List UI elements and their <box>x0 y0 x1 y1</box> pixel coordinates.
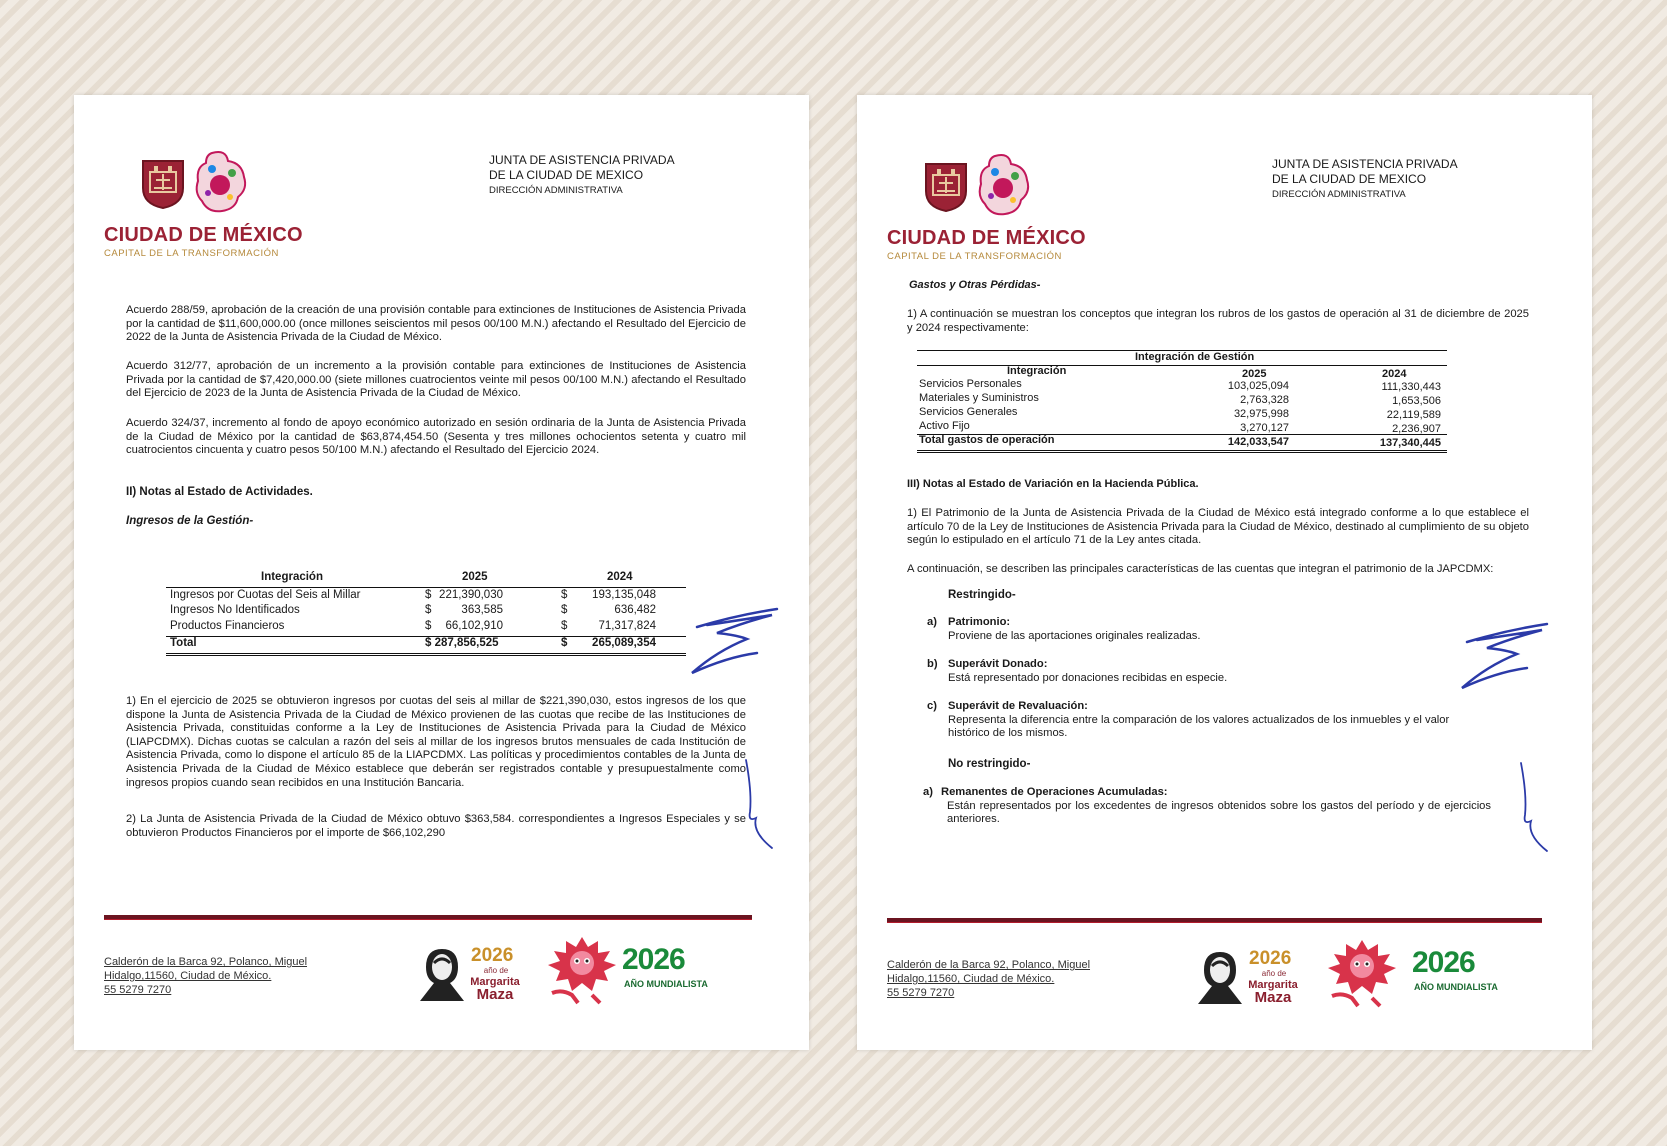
value-2024: 636,482 <box>614 604 656 616</box>
currency-symbol: $ <box>561 604 568 616</box>
logo-margarita-year: 2026 <box>471 945 514 966</box>
note-2-paragraph: 2) La Junta de Asistencia Privada de la Ciudad de México obtuvo $363,584. correspondientes a Ingresos Especiales y se obtuvieron Productos Financieros por el importe de $66,102,290 <box>126 813 746 839</box>
list-item-body <box>941 786 1491 827</box>
total-label: Total <box>170 637 197 649</box>
phone-number: 55 5279 7270 <box>104 984 172 996</box>
table-title-rule <box>917 365 1447 366</box>
item-title: Patrimonio: <box>948 616 1011 628</box>
signature-scribble-icon <box>1457 620 1557 695</box>
logo-margarita-name-2: Maza <box>476 986 514 1003</box>
list-item-body <box>948 700 1488 741</box>
subsection-heading: Ingresos de la Gestión- <box>126 515 254 527</box>
paragraph-acuerdo-324: Acuerdo 324/37, incremento al fondo de apoyo económico autorizado en sesión ordinaria de la Junta de Asistencia Privada de la Ciudad de México por la cantidad de $63,874,454.50 (Sesenta y tres millones ochocientos setenta y cuatro mil cuatrocientos cincuenta y cuatro pesos 50/100 M.N.) afectando el Resultado del Ejercicio 2024. <box>126 417 746 457</box>
row-label: Productos Financieros <box>170 620 285 632</box>
value-2025: 3,270,127 <box>1240 422 1289 434</box>
item-letter: a) <box>923 786 933 798</box>
total-2025: 142,033,547 <box>1227 436 1289 448</box>
restricted-heading: Restringido- <box>948 589 1016 601</box>
city-tagline: CAPITAL DE LA TRANSFORMACIÓN <box>887 251 1062 262</box>
logo-mundial-year <box>622 943 685 977</box>
phone-number: 55 5279 7270 <box>887 987 955 999</box>
cdmx-crest-icon <box>140 158 186 210</box>
row-label: Servicios Personales <box>919 378 1022 390</box>
logo-margarita-small: año de <box>1261 969 1287 978</box>
value-2025: 66,102,910 <box>445 620 503 632</box>
item-letter: a) <box>927 616 937 628</box>
value-2025: 363,585 <box>461 604 503 616</box>
subsection-heading: Gastos y Otras Pérdidas- <box>909 279 1041 291</box>
header-integracion: Integración <box>1007 365 1067 377</box>
cdmx-map-logo-icon <box>975 152 1033 218</box>
currency-symbol: $ <box>425 620 432 632</box>
currency-symbol: $ <box>561 589 568 601</box>
paragraph-acuerdo-312: Acuerdo 312/77, aprobación de un incremento a la provisión contable para extinciones de Instituciones de Asistencia Privada por la cantidad de $7,420,000.00 (siete millones cuatrocientos veinte mil pesos 00/100 M.N.) afectando el Resultado del Ejercicio de 2023 de la Junta de Asistencia Privada de la Ciudad de México. <box>126 360 746 400</box>
item-title: Superávit de Revaluación: <box>948 700 1088 712</box>
paragraph-acuerdo-288: Acuerdo 288/59, aprobación de la creación de una provisión contable para extinciones de Instituciones de Asistencia Privada por la cantidad de $11,600,000.00 (once millones seiscientos mil pesos 00/100 M.N.) afectando el Resultado del Ejercicio de 2022 de la Junta de Asistencia Privada de la Ciudad de México. <box>126 304 746 344</box>
mascot-axolotl-icon <box>1322 936 1402 1008</box>
row-label: Servicios Generales <box>919 406 1018 418</box>
total-label: Total gastos de operación <box>919 434 1055 446</box>
org-line-2: DE LA CIUDAD DE MEXICO <box>1272 172 1427 186</box>
item-desc: Están representados por los excedentes de ingresos obtenidos sobre los gastos del período y de ejercicios anteriores. <box>947 799 1491 826</box>
unrestricted-heading: No restringido- <box>948 758 1031 770</box>
currency-symbol: $ <box>425 604 432 616</box>
initials-signature-icon <box>1517 755 1557 855</box>
mascot-axolotl-icon <box>542 933 622 1005</box>
item-title: Remanentes de Operaciones Acumuladas: <box>941 786 1168 798</box>
list-item <box>923 786 933 800</box>
footer-address <box>887 958 1090 1000</box>
margarita-maza-portrait-icon <box>1190 950 1250 1006</box>
value-2024: 111,330,443 <box>1381 381 1441 393</box>
address-line-2: Hidalgo,11560, Ciudad de México. <box>104 970 272 982</box>
header-2024: 2024 <box>1382 368 1407 380</box>
address-line-1: Calderón de la Barca 92, Polanco, Miguel <box>887 959 1091 971</box>
value-2025: 32,975,998 <box>1233 408 1289 420</box>
header-2025: 2025 <box>1242 368 1267 380</box>
table-total-row <box>166 637 686 656</box>
paragraph-patrimonio: 1) El Patrimonio de la Junta de Asistencia Privada de la Ciudad de México está integrado conforme a lo que establece el artículo 70 de la Ley de Instituciones de Asistencia Privada para la Ciudad de México, destinado al cumplimiento de su objeto según lo estipulado en el artículo 71 de la Ley antes citada. <box>907 507 1529 547</box>
list-item <box>927 616 937 630</box>
organization-header <box>489 153 675 198</box>
city-title: CIUDAD DE MÉXICO <box>104 224 303 246</box>
mundial-year-text: 2026 <box>1412 946 1475 979</box>
footer-divider <box>887 918 1542 923</box>
total-2024: 265,089,354 <box>592 637 656 649</box>
paragraph-gastos-intro: 1) A continuación se muestran los conceptos que integran los rubros de los gastos de operación al 31 de diciembre de 2025 y 2024 respectivamente: <box>907 308 1529 334</box>
initials-signature-icon <box>742 752 782 852</box>
cdmx-crest-icon <box>923 161 969 213</box>
value-2024: 193,135,048 <box>592 589 656 601</box>
logo-margarita-name-1: Margarita <box>1248 979 1298 991</box>
total-2025: $ 287,856,525 <box>425 637 499 649</box>
margarita-maza-portrait-icon <box>412 947 472 1003</box>
section-heading: II) Notas al Estado de Actividades. <box>126 486 313 498</box>
row-label: Activo Fijo <box>919 420 970 432</box>
logo-mundial-year <box>1412 946 1475 980</box>
value-2024: 22,119,589 <box>1386 409 1441 421</box>
org-line-1: JUNTA DE ASISTENCIA PRIVADA <box>1272 157 1458 171</box>
value-2024: 71,317,824 <box>598 620 656 632</box>
list-item-body <box>948 658 1518 685</box>
signature-scribble-icon <box>687 605 787 680</box>
row-label: Ingresos No Identificados <box>170 604 300 616</box>
organization-header <box>1272 157 1458 202</box>
value-2025: 2,763,328 <box>1240 394 1289 406</box>
city-tagline: CAPITAL DE LA TRANSFORMACIÓN <box>104 248 279 259</box>
currency-symbol: $ <box>561 637 568 649</box>
document-page-left <box>74 95 809 1050</box>
org-line-2: DE LA CIUDAD DE MEXICO <box>489 168 644 182</box>
table-bottom-rule <box>917 450 1447 453</box>
document-page-right <box>857 95 1592 1050</box>
address-line-1: Calderón de la Barca 92, Polanco, Miguel <box>104 956 308 968</box>
currency-symbol: $ <box>561 620 568 632</box>
logo-mundial-text: AÑO MUNDIALISTA <box>1414 982 1498 992</box>
org-line-1: JUNTA DE ASISTENCIA PRIVADA <box>489 153 675 167</box>
item-desc: Representa la diferencia entre la comparación de los valores actualizados de los inmuebles y el valor histórico de los mismos. <box>948 713 1450 740</box>
value-2025: 221,390,030 <box>439 589 503 601</box>
value-2024: 1,653,506 <box>1392 395 1441 407</box>
value-2025: 103,025,094 <box>1227 380 1289 392</box>
logo-mundial-text: AÑO MUNDIALISTA <box>624 979 708 989</box>
footer-divider <box>104 915 752 920</box>
item-letter: b) <box>927 658 938 670</box>
logo-margarita-small: año de <box>483 966 509 975</box>
gastos-table <box>917 350 1447 453</box>
item-letter: c) <box>927 700 937 712</box>
total-2024: 137,340,445 <box>1379 437 1441 449</box>
note-1-paragraph: 1) En el ejercicio de 2025 se obtuvieron ingresos por cuotas del seis al millar de $221,390,030, estos ingresos de los que dispone la Junta de Asistencia Privada de la Ciudad de México provienen de las cuotas que recibe de las Instituciones de Asistencia Privada, constituidas conforme a la Ley de Instituciones de Asistencia Privada para la Ciudad de México (LIAPCDMX). Dichas cuotas se calculan a razón del seis al millar de los ingresos brutos mensuales de cada Institución de Asistencia Privada, como lo dispone el artículo 85 de la LIAPCDMX. Las políticas y procedimientos contables de la Junta de Asistencia Privada de la Ciudad de México establece que deberán ser registrados contable y presupuestalmente como ingresos propios cuando sean recibidos en una Institución Bancaria. <box>126 695 746 789</box>
row-label: Ingresos por Cuotas del Seis al Millar <box>170 589 361 601</box>
logo-margarita-name-2: Maza <box>1254 989 1292 1006</box>
list-item-body <box>948 616 1518 643</box>
cdmx-map-logo-icon <box>192 149 250 215</box>
mundial-year-text: 2026 <box>622 943 685 976</box>
value-2024: 2,236,907 <box>1392 423 1441 435</box>
footer-address <box>104 955 307 997</box>
header-2025: 2025 <box>462 571 488 583</box>
org-line-3: DIRECCIÓN ADMINISTRATIVA <box>1272 189 1406 200</box>
row-label: Materiales y Suministros <box>919 392 1039 404</box>
currency-symbol: $ <box>425 589 432 601</box>
address-line-2: Hidalgo,11560, Ciudad de México. <box>887 973 1055 985</box>
table-row <box>166 604 686 620</box>
list-item <box>927 700 937 714</box>
list-item <box>927 658 938 672</box>
table-row <box>166 588 686 604</box>
city-title: CIUDAD DE MÉXICO <box>887 227 1086 249</box>
table-row <box>166 620 686 637</box>
logo-margarita-name-1: Margarita <box>470 976 520 988</box>
org-line-3: DIRECCIÓN ADMINISTRATIVA <box>489 185 623 196</box>
logo-margarita-year: 2026 <box>1249 948 1292 969</box>
item-title: Superávit Donado: <box>948 658 1048 670</box>
ingresos-table <box>166 571 686 656</box>
table-header-row <box>166 571 686 588</box>
section-heading: III) Notas al Estado de Variación en la Hacienda Pública. <box>907 478 1199 490</box>
table-title: Integración de Gestión <box>1135 351 1255 363</box>
item-desc: Proviene de las aportaciones originales realizadas. <box>948 629 1201 642</box>
header-2024: 2024 <box>607 571 633 583</box>
header-integracion: Integración <box>261 571 323 583</box>
paragraph-cuentas: A continuación, se describen las principales características de las cuentas que integran el patrimonio de la JAPCDMX: <box>907 563 1494 575</box>
item-desc: Está representado por donaciones recibidas en especie. <box>948 671 1228 684</box>
